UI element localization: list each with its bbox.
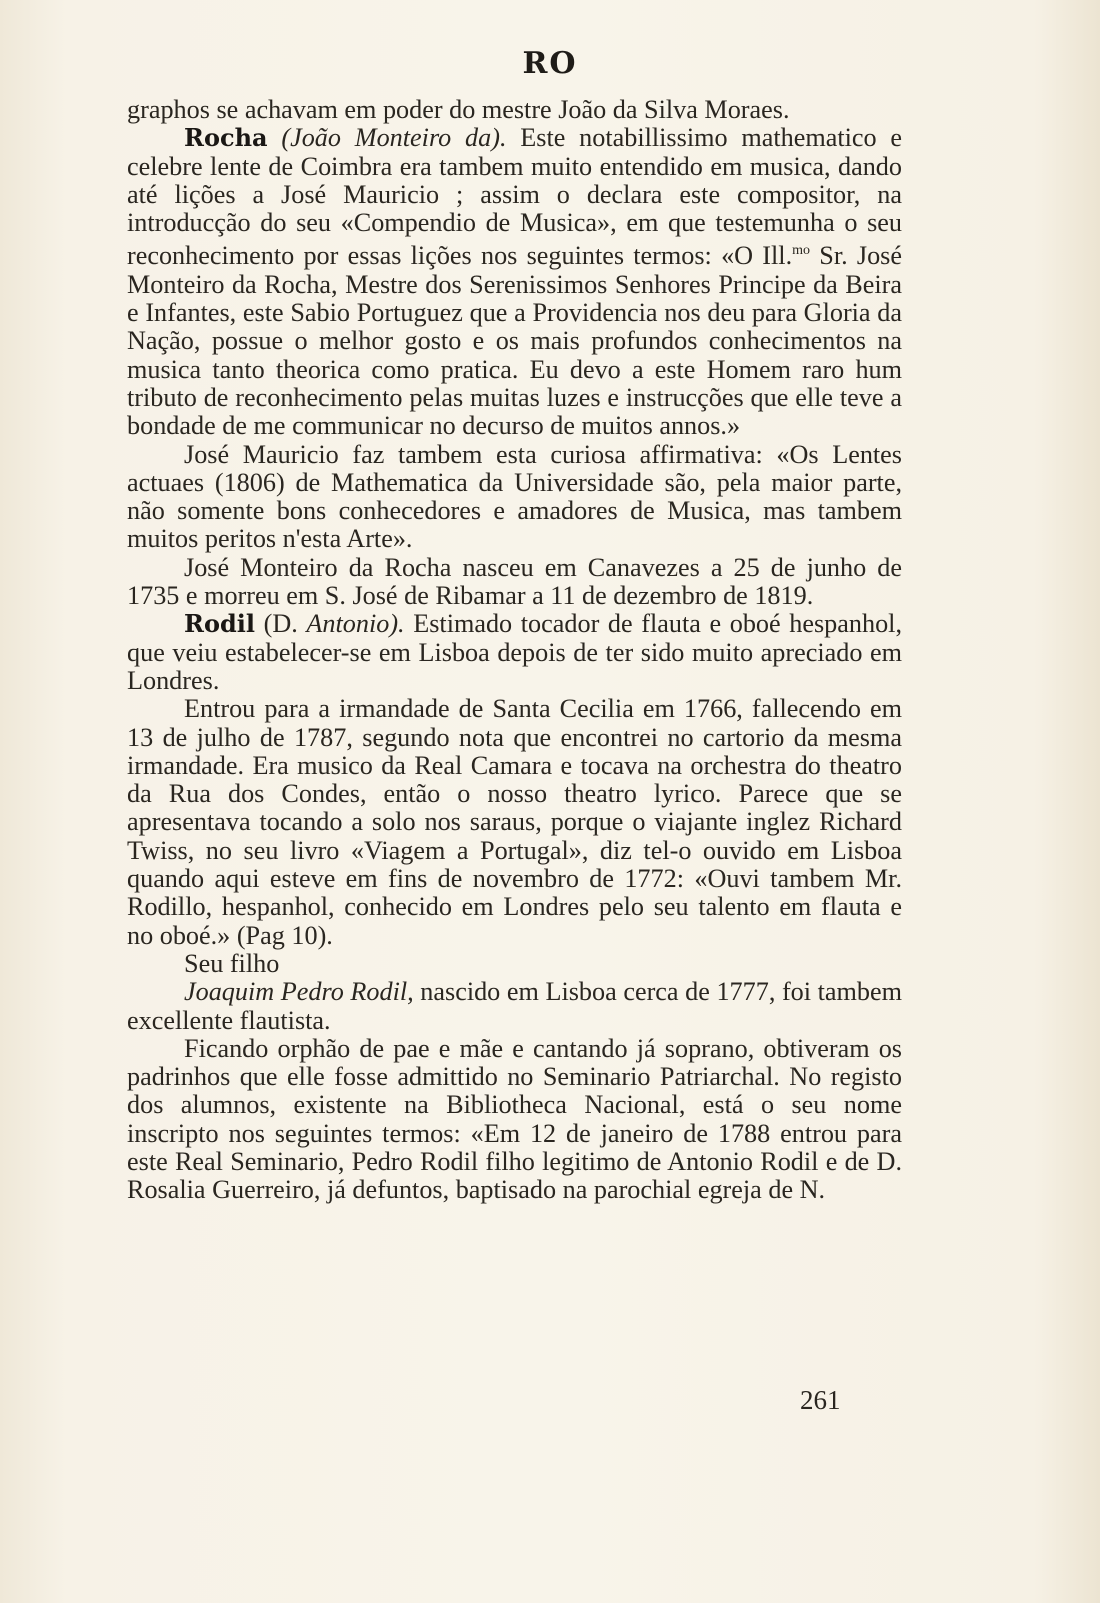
entry-text-rodil: Estimado tocador de flauta e oboé hespanhol, que veiu estabelecer-se em Lisboa depois de ter sido muito apreciado em Londres. (127, 609, 903, 695)
page-number: 261 (800, 1385, 841, 1415)
entry-prefix-rodil: (D. (263, 609, 298, 639)
paragraph-seminario: Ficando orphão de pae e mãe e cantando já soprano, obtiveram os padrinhos que elle fosse admittido no Seminario Patriarchal. No registo dos alumnos, existente na Bibliotheca Nacional, está o seu nome inscripto nos seguintes termos: «Em 12 de janeiro de 1788 entrou para este Real Seminario, Pedro Rodil filho legitimo de Antonio Rodil e de D. Rosalia Guerreiro, já defuntos, baptisado na parochial egreja de N. (127, 1033, 902, 1205)
paragraph-joaquim (127, 978, 902, 1035)
entry-rocha (127, 124, 902, 440)
entry-name-rodil: Antonio). (306, 609, 405, 639)
entry-text-rocha-a: Este notabillissimo mathematico e celebre lente de Coimbra era tambem muito entendido em musica, dando até lições a José Mauricio ; assim o declara este compositor, na introducção do seu «Compendio de Musica», em que testemunha o seu reconhecimento por essas lições nos seguintes termos: «O Ill. (127, 123, 902, 271)
text-joaquim: nascido em Lisboa cerca de 1777, foi tambem excellente flautista. (127, 977, 902, 1035)
entry-rodil (127, 610, 902, 695)
body-text (127, 96, 902, 1205)
entry-text-rocha-b: Sr. José Monteiro da Rocha, Mestre dos Serenissimos Senhores Principe da Beira e Infantes, este Sabio Portuguez que a Providencia nos deu para Gloria da Nação, possue o melhor gosto e os mais profundos conhecimentos na musica tanto theorica como pratica. Eu devo a este Homem raro hum tributo de reconhecimento pelas muitas luzes e instrucções que elle teve a bondade de me communicar no decurso de muitos annos.» (127, 241, 902, 441)
paragraph-seu-filho: Seu filho (184, 948, 280, 978)
paragraph-rocha-dates: José Monteiro da Rocha nasceu em Canavezes a 25 de junho de 1735 e morreu em S. José de Ribamar a 11 de dezembro de 1819. (127, 552, 902, 611)
paragraph-continuation: graphos se achavam em poder do mestre João da Silva Moraes. (127, 95, 790, 124)
superscript-mo: mo (792, 243, 811, 259)
running-head: RO (522, 46, 578, 81)
entry-name-rocha: (João Monteiro da). (281, 123, 507, 153)
paragraph-irmandade: Entrou para a irmandade de Santa Cecilia em 1766, fallecendo em 13 de julho de 1787, segundo nota que encontrei no cartorio da mesma irmandade. Era musico da Real Camara e tocava na orchestra do theatro da Rua dos Condes, então o nosso theatro lyrico. Parece que se apresentava tocando a solo nos saraus, porque o viajante inglez Richard Twiss, no seu livro «Viagem a Portugal», diz tel-o ouvido em Lisboa quando aqui esteve em fins de novembro de 1772: «Ouvi tambem Mr. Rodillo, hespanhol, conhecido em Londres pelo seu talento em flauta e no oboé.» (Pag 10). (127, 694, 902, 950)
entry-heading-rodil: Rodil (184, 609, 255, 639)
name-joaquim-pedro-rodil: Joaquim Pedro Rodil, (184, 977, 414, 1007)
entry-heading-rocha: Rocha (184, 123, 268, 153)
paragraph-affirmativa: José Mauricio faz tambem esta curiosa affirmativa: «Os Lentes actuaes (1806) de Mathematica da Universidade são, pela maior parte, não somente bons conhecedores e amadores de Musica, mas tambem muitos peritos n'esta Arte». (127, 439, 902, 554)
